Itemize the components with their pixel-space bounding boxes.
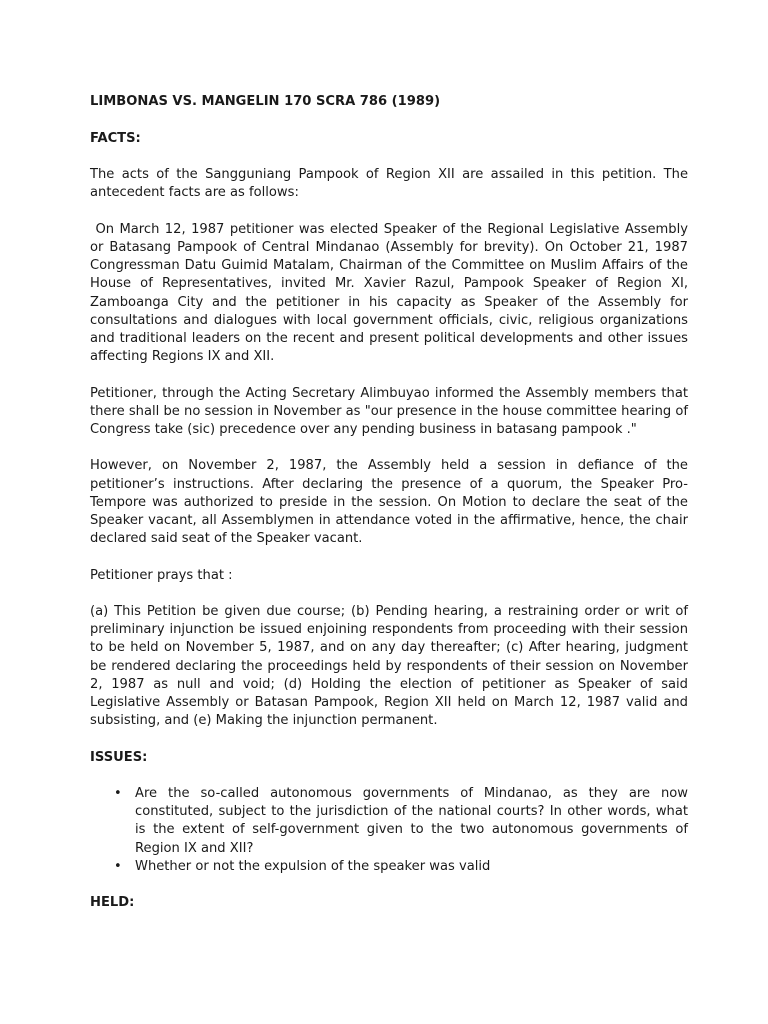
held-heading: HELD: <box>90 895 135 911</box>
issue-text: Are the so-called autonomous governments of Mindanao, as they are now constituted, subject to the jurisdiction of the national courts? In other words, what is the extent of self-government given to the two autonomous governments of Region IX and XII? <box>135 785 688 856</box>
facts-heading: FACTS: <box>90 130 141 146</box>
issue-text: Whether or not the expulsion of the speaker was valid <box>135 858 491 874</box>
issues-list <box>90 785 688 876</box>
bullet-icon: • <box>114 858 122 874</box>
paragraph-intro: The acts of the Sangguniang Pampook of Region XII are assailed in this petition. The antecedent facts are as follows: <box>90 167 688 201</box>
bullet-icon: • <box>114 785 122 801</box>
paragraph-prays: Petitioner prays that : <box>90 567 233 583</box>
paragraph-prayer-items: (a) This Petition be given due course; (b) Pending hearing, a restraining order or writ of preliminary injunction be issued enjoining respondents from proceeding with their session to be held on November 5, 1987, and on any day thereafter; (c) After hearing, judgment be rendered declaring the proceedings held by respondents of their session on November 2, 1987 as null and void; (d) Holding the election of petitioner as Speaker of said Legislative Assembly or Batasan Pampook, Region XII held on March 12, 1987 valid and subsisting, and (e) Making the injunction permanent. <box>90 603 688 729</box>
list-item <box>90 858 688 876</box>
issues-heading: ISSUES: <box>90 749 148 765</box>
paragraph-election: On March 12, 1987 petitioner was elected Speaker of the Regional Legislative Assembly or Batasang Pampook of Central Mindanao (Assembly for brevity). On October 21, 1987 Congressman Datu Guimid Matalam, Chairman of the Committee on Muslim Affairs of the House of Representatives, invited Mr. Xavier Razul, Pampook Speaker of Region XI, Zamboanga City and the petitioner in his capacity as Speaker of the Assembly for consultations and dialogues with local government officials, civic, religious organizations and traditional leaders on the recent and present political developments and other issues affecting Regions IX and XII. <box>90 221 693 365</box>
document-page <box>90 93 693 912</box>
paragraph-no-session: Petitioner, through the Acting Secretary Alimbuyao informed the Assembly members that there shall be no session in November as "our presence in the house committee hearing of Congress take (sic) precedence over any pending business in batasang pampook ." <box>90 385 688 437</box>
paragraph-session-held: However, on November 2, 1987, the Assembly held a session in defiance of the petitioner’s instructions. After declaring the presence of a quorum, the Speaker Pro-Tempore was authorized to preside in the session. On Motion to declare the seat of the Speaker vacant, all Assemblymen in attendance voted in the affirmative, hence, the chair declared said seat of the Speaker vacant. <box>90 458 688 547</box>
document-title: LIMBONAS VS. MANGELIN 170 SCRA 786 (1989) <box>90 94 441 109</box>
list-item <box>90 785 688 858</box>
